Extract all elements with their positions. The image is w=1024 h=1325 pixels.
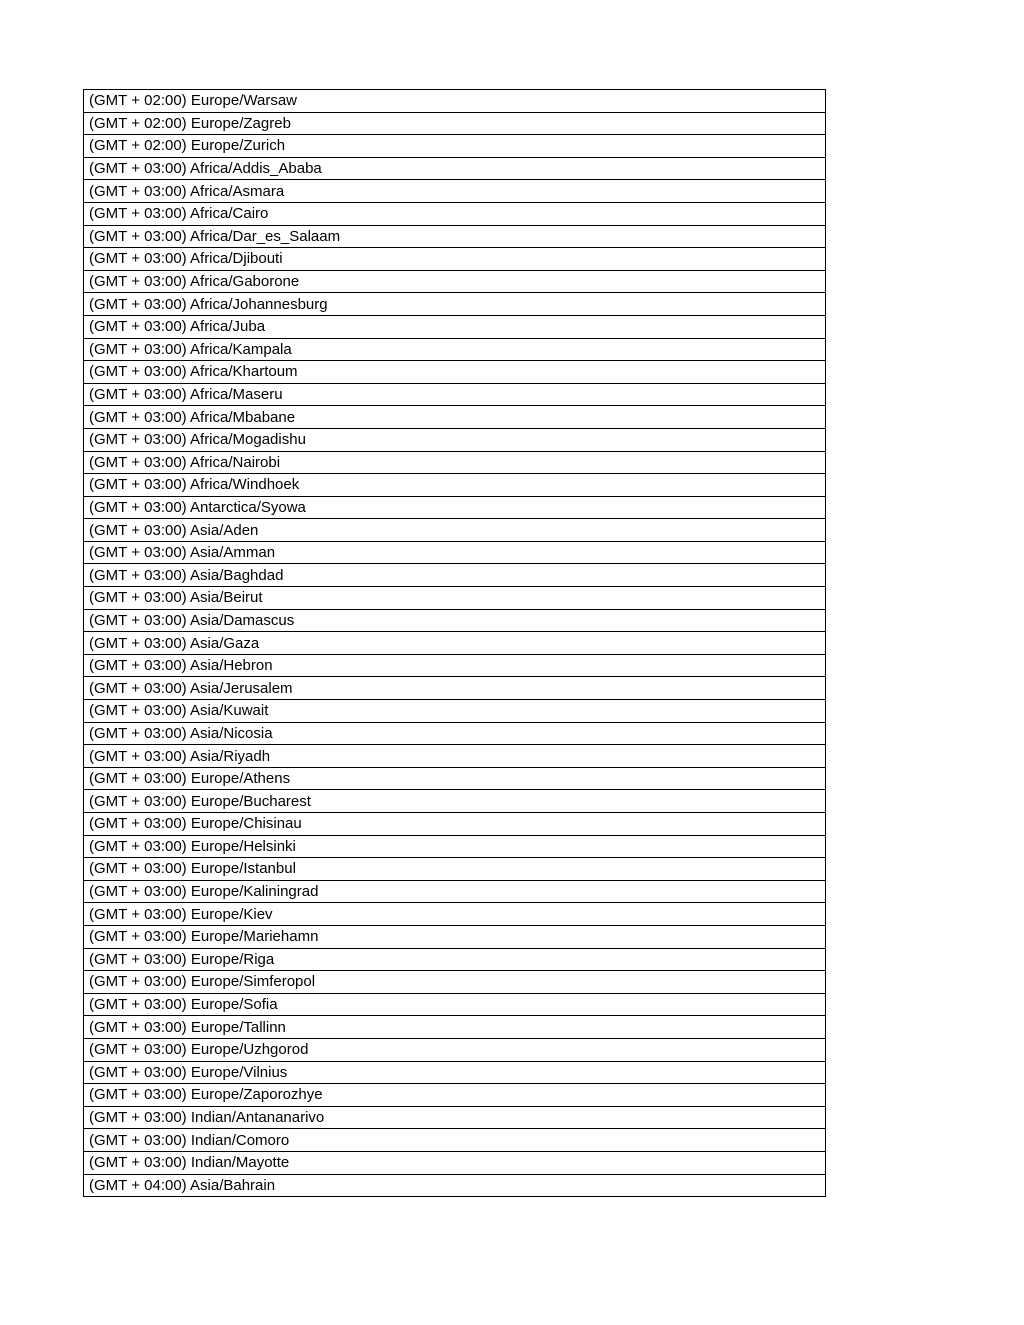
table-row <box>84 112 826 135</box>
timezone-cell: (GMT + 03:00) Europe/Tallinn <box>84 1016 826 1039</box>
timezone-cell: (GMT + 03:00) Africa/Asmara <box>84 180 826 203</box>
timezone-cell: (GMT + 03:00) Antarctica/Syowa <box>84 496 826 519</box>
table-row <box>84 1174 826 1197</box>
table-row <box>84 1016 826 1039</box>
table-row <box>84 790 826 813</box>
timezone-cell: (GMT + 03:00) Europe/Uzhgorod <box>84 1038 826 1061</box>
table-row <box>84 157 826 180</box>
timezone-cell: (GMT + 03:00) Europe/Mariehamn <box>84 925 826 948</box>
table-row <box>84 361 826 384</box>
table-row <box>84 315 826 338</box>
timezone-cell: (GMT + 03:00) Europe/Istanbul <box>84 858 826 881</box>
table-row <box>84 135 826 158</box>
timezone-table-body <box>84 90 826 1197</box>
timezone-cell: (GMT + 03:00) Indian/Comoro <box>84 1129 826 1152</box>
table-row <box>84 474 826 497</box>
table-row <box>84 1038 826 1061</box>
timezone-cell: (GMT + 03:00) Indian/Mayotte <box>84 1151 826 1174</box>
table-row <box>84 248 826 271</box>
timezone-cell: (GMT + 03:00) Europe/Zaporozhye <box>84 1084 826 1107</box>
table-row <box>84 270 826 293</box>
timezone-cell: (GMT + 03:00) Africa/Johannesburg <box>84 293 826 316</box>
table-row <box>84 993 826 1016</box>
timezone-cell: (GMT + 03:00) Europe/Helsinki <box>84 835 826 858</box>
table-row <box>84 722 826 745</box>
timezone-cell: (GMT + 03:00) Europe/Kaliningrad <box>84 880 826 903</box>
timezone-cell: (GMT + 02:00) Europe/Zagreb <box>84 112 826 135</box>
table-row <box>84 383 826 406</box>
timezone-cell: (GMT + 03:00) Asia/Gaza <box>84 632 826 655</box>
timezone-table <box>83 89 826 1197</box>
table-row <box>84 677 826 700</box>
timezone-cell: (GMT + 03:00) Europe/Athens <box>84 767 826 790</box>
timezone-cell: (GMT + 03:00) Africa/Mogadishu <box>84 428 826 451</box>
timezone-cell: (GMT + 03:00) Africa/Mbabane <box>84 406 826 429</box>
timezone-cell: (GMT + 03:00) Africa/Dar_es_Salaam <box>84 225 826 248</box>
table-row <box>84 880 826 903</box>
timezone-cell: (GMT + 03:00) Asia/Damascus <box>84 609 826 632</box>
timezone-cell: (GMT + 03:00) Asia/Riyadh <box>84 745 826 768</box>
table-row <box>84 609 826 632</box>
table-row <box>84 564 826 587</box>
table-row <box>84 90 826 113</box>
timezone-cell: (GMT + 04:00) Asia/Bahrain <box>84 1174 826 1197</box>
timezone-cell: (GMT + 03:00) Africa/Nairobi <box>84 451 826 474</box>
timezone-cell: (GMT + 03:00) Africa/Windhoek <box>84 474 826 497</box>
table-row <box>84 541 826 564</box>
table-row <box>84 451 826 474</box>
table-row <box>84 180 826 203</box>
timezone-cell: (GMT + 03:00) Europe/Simferopol <box>84 971 826 994</box>
timezone-cell: (GMT + 03:00) Africa/Djibouti <box>84 248 826 271</box>
timezone-cell: (GMT + 03:00) Asia/Kuwait <box>84 700 826 723</box>
table-row <box>84 406 826 429</box>
timezone-cell: (GMT + 03:00) Africa/Addis_Ababa <box>84 157 826 180</box>
table-row <box>84 813 826 836</box>
table-row <box>84 1151 826 1174</box>
table-row <box>84 971 826 994</box>
timezone-cell: (GMT + 03:00) Europe/Kiev <box>84 903 826 926</box>
table-row <box>84 428 826 451</box>
timezone-cell: (GMT + 03:00) Europe/Riga <box>84 948 826 971</box>
timezone-cell: (GMT + 03:00) Europe/Vilnius <box>84 1061 826 1084</box>
table-row <box>84 1106 826 1129</box>
table-row <box>84 745 826 768</box>
timezone-cell: (GMT + 03:00) Africa/Cairo <box>84 202 826 225</box>
table-row <box>84 700 826 723</box>
timezone-cell: (GMT + 03:00) Europe/Chisinau <box>84 813 826 836</box>
timezone-cell: (GMT + 03:00) Asia/Amman <box>84 541 826 564</box>
table-row <box>84 338 826 361</box>
timezone-cell: (GMT + 03:00) Europe/Sofia <box>84 993 826 1016</box>
table-row <box>84 1129 826 1152</box>
table-row <box>84 587 826 610</box>
timezone-cell: (GMT + 03:00) Africa/Khartoum <box>84 361 826 384</box>
table-row <box>84 835 826 858</box>
table-row <box>84 767 826 790</box>
timezone-cell: (GMT + 03:00) Asia/Jerusalem <box>84 677 826 700</box>
table-row <box>84 948 826 971</box>
timezone-cell: (GMT + 03:00) Africa/Maseru <box>84 383 826 406</box>
table-row <box>84 202 826 225</box>
timezone-cell: (GMT + 03:00) Indian/Antananarivo <box>84 1106 826 1129</box>
table-row <box>84 858 826 881</box>
timezone-cell: (GMT + 03:00) Asia/Hebron <box>84 654 826 677</box>
table-row <box>84 519 826 542</box>
table-row <box>84 654 826 677</box>
table-row <box>84 225 826 248</box>
table-row <box>84 496 826 519</box>
table-row <box>84 293 826 316</box>
timezone-cell: (GMT + 03:00) Africa/Kampala <box>84 338 826 361</box>
timezone-cell: (GMT + 03:00) Asia/Aden <box>84 519 826 542</box>
timezone-cell: (GMT + 03:00) Asia/Baghdad <box>84 564 826 587</box>
timezone-cell: (GMT + 02:00) Europe/Warsaw <box>84 90 826 113</box>
timezone-cell: (GMT + 03:00) Asia/Nicosia <box>84 722 826 745</box>
table-row <box>84 632 826 655</box>
timezone-cell: (GMT + 03:00) Asia/Beirut <box>84 587 826 610</box>
table-row <box>84 925 826 948</box>
table-row <box>84 1084 826 1107</box>
timezone-cell: (GMT + 02:00) Europe/Zurich <box>84 135 826 158</box>
table-row <box>84 1061 826 1084</box>
timezone-cell: (GMT + 03:00) Africa/Juba <box>84 315 826 338</box>
table-row <box>84 903 826 926</box>
timezone-cell: (GMT + 03:00) Europe/Bucharest <box>84 790 826 813</box>
timezone-cell: (GMT + 03:00) Africa/Gaborone <box>84 270 826 293</box>
